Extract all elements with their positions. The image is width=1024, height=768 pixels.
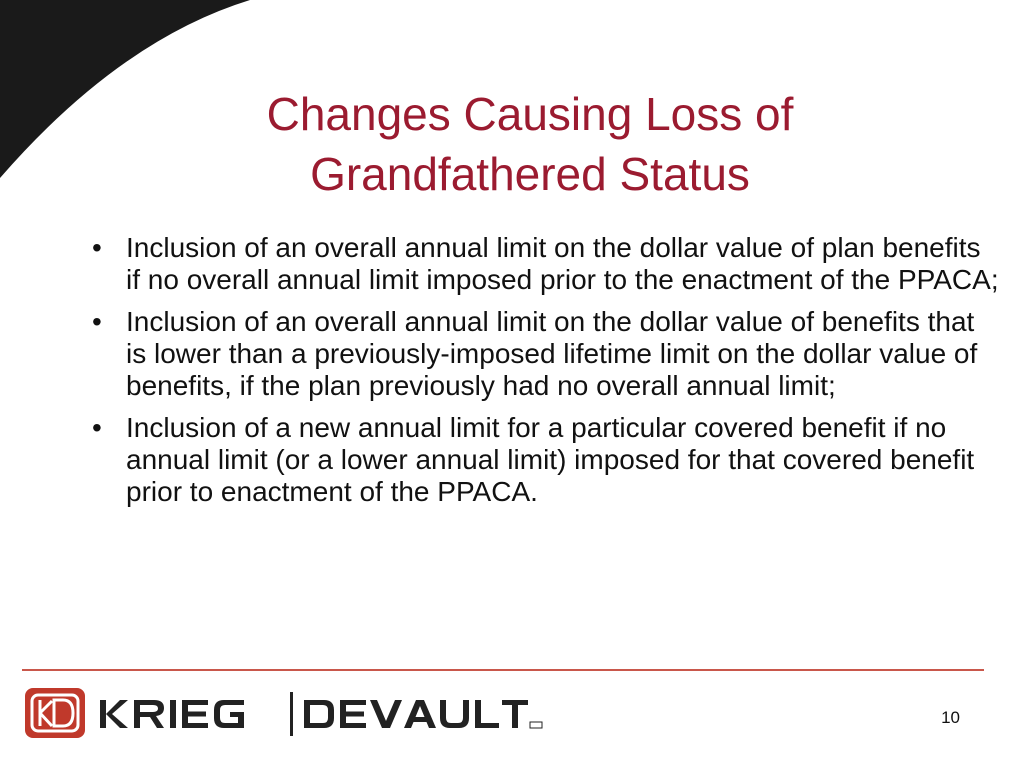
- bullet-text: Inclusion of a new annual limit for a particular covered benefit if no annual limit (or a lower annual limit) imposed for that covered benefit prior to enactment of the PPACA.: [126, 412, 975, 507]
- krieg-devault-logo: [24, 686, 544, 742]
- title-line-1: Changes Causing Loss of: [266, 88, 794, 140]
- kd-logo-icon: [25, 688, 85, 738]
- page-number: 10: [941, 708, 960, 727]
- bullet-icon: •: [92, 412, 102, 443]
- title-line-2: Grandfathered Status: [310, 148, 750, 200]
- footer-divider: [22, 669, 984, 671]
- slide-title: [150, 84, 910, 204]
- bullet-item: [92, 412, 1002, 508]
- bullet-icon: •: [92, 232, 102, 263]
- logo-wordmark: [100, 692, 542, 736]
- bullet-text: Inclusion of an overall annual limit on the dollar value of benefits that is lower than a previously-imposed lifetime limit on the dollar value of benefits, if the plan previously had no overall annual limit;: [126, 306, 978, 401]
- bullet-item: [92, 306, 1002, 402]
- bullet-text: Inclusion of an overall annual limit on the dollar value of plan benefits if no overall annual limit imposed prior to the enactment of the PPACA;: [126, 232, 999, 295]
- bullet-item: [92, 232, 1002, 296]
- bullet-icon: •: [92, 306, 102, 337]
- bullet-list: [92, 232, 1002, 518]
